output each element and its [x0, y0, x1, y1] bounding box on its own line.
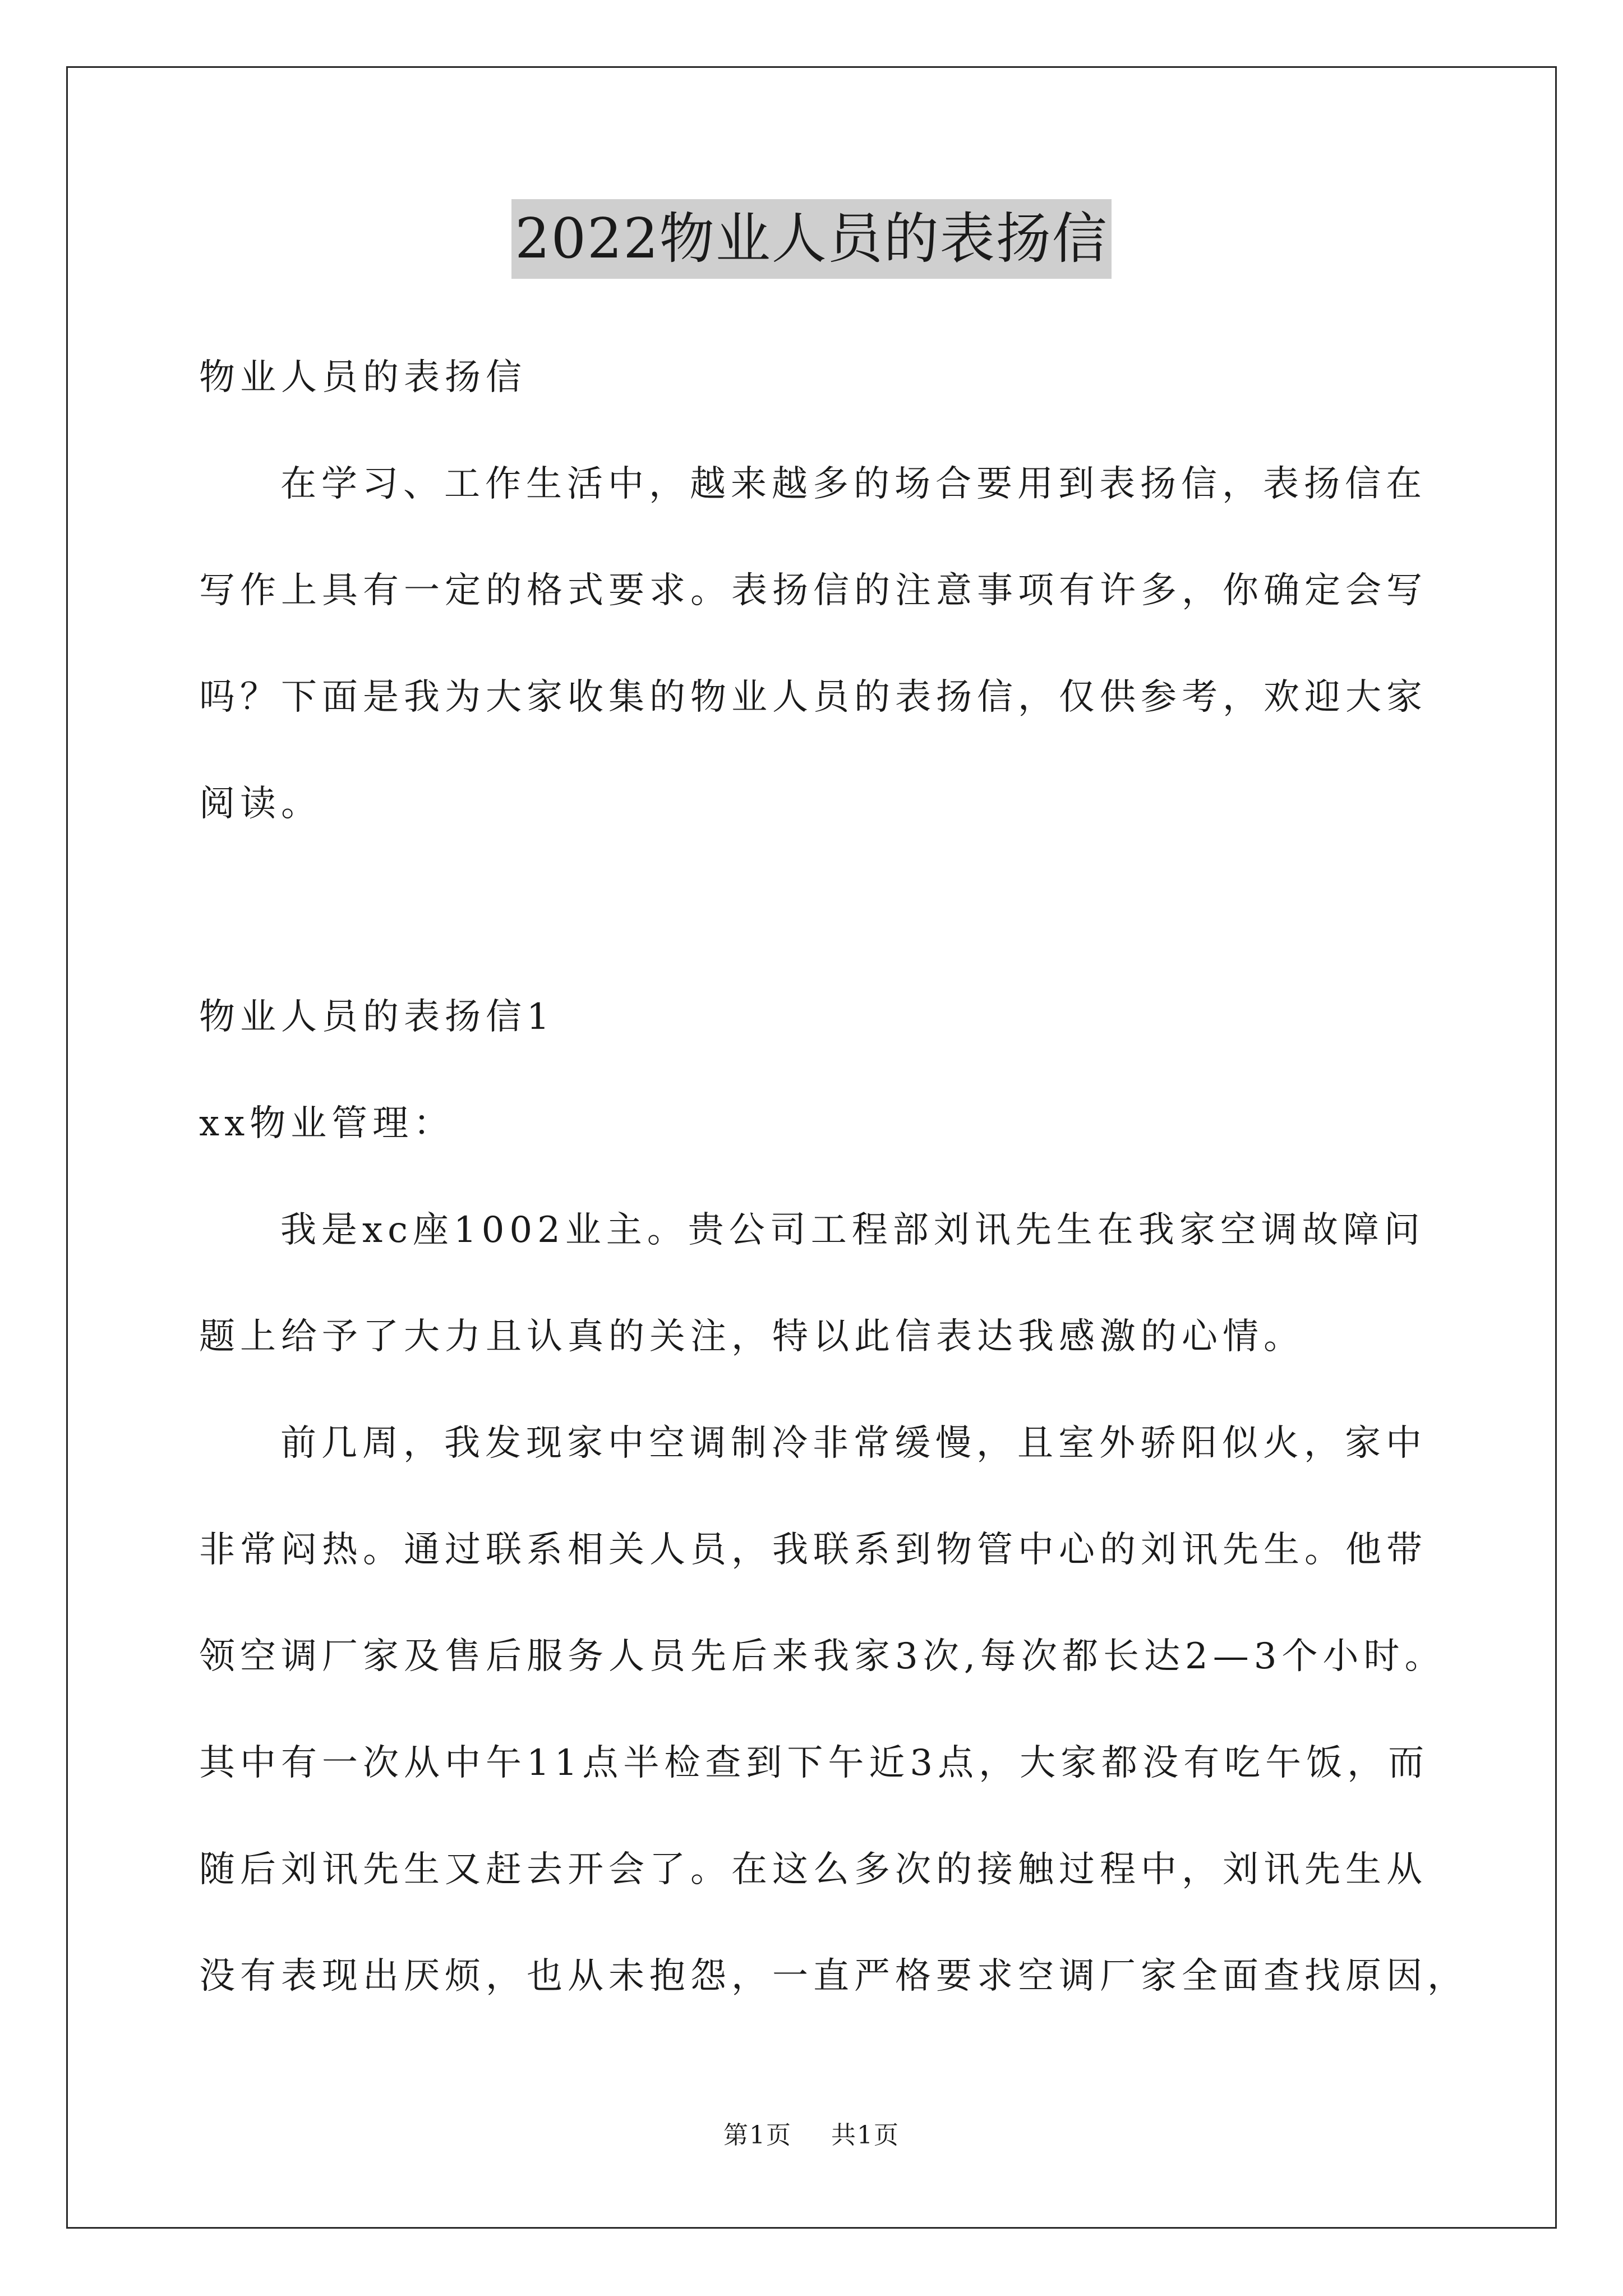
paragraph-line: 没有表现出厌烦，也从未抱怨，一直严格要求空调厂家全面查找原因， — [199, 1955, 1468, 1997]
section-heading: 物业人员的表扬信1 — [199, 996, 555, 1038]
document-title: 2022物业人员的表扬信 — [511, 199, 1111, 279]
paragraph-line: 随后刘讯先生又赶去开会了。在这么多次的接触过程中，刘讯先生从 — [199, 1849, 1427, 1890]
paragraph-line: 我是xc座1002业主。贵公司工程部刘讯先生在我家空调故障问 — [280, 1209, 1425, 1251]
paragraph-line: 吗？下面是我为大家收集的物业人员的表扬信，仅供参考，欢迎大家 — [199, 677, 1427, 718]
document-title-wrapper — [0, 199, 1623, 279]
paragraph-line: 写作上具有一定的格式要求。表扬信的注意事项有许多，你确定会写 — [199, 570, 1427, 611]
letter-heading: 物业人员的表扬信 — [199, 357, 527, 398]
paragraph-line: 领空调厂家及售后服务人员先后来我家3次,每次都长达2—3个小时。 — [199, 1636, 1446, 1677]
paragraph-spacer — [199, 857, 1430, 964]
page-number-total: 共1页 — [831, 2121, 900, 2150]
page-number-current: 第1页 — [723, 2121, 792, 2150]
salutation: xx物业管理： — [199, 1103, 455, 1144]
paragraph-line: 阅读。 — [199, 783, 322, 825]
paragraph-line: 前几周，我发现家中空调制冷非常缓慢，且室外骄阳似火，家中 — [280, 1423, 1427, 1464]
paragraph-line: 其中有一次从中午11点半检查到下午近3点，大家都没有吃午饭，而 — [199, 1742, 1430, 1784]
paragraph-line: 在学习、工作生活中，越来越多的场合要用到表扬信，表扬信在 — [280, 463, 1427, 505]
document-body — [199, 324, 1468, 2030]
paragraph-line: 非常闷热。通过联系相关人员，我联系到物管中心的刘讯先生。他带 — [199, 1529, 1427, 1571]
page-footer — [0, 2115, 1623, 2151]
paragraph-line: 题上给予了大力且认真的关注，特以此信表达我感激的心情。 — [199, 1316, 1304, 1358]
